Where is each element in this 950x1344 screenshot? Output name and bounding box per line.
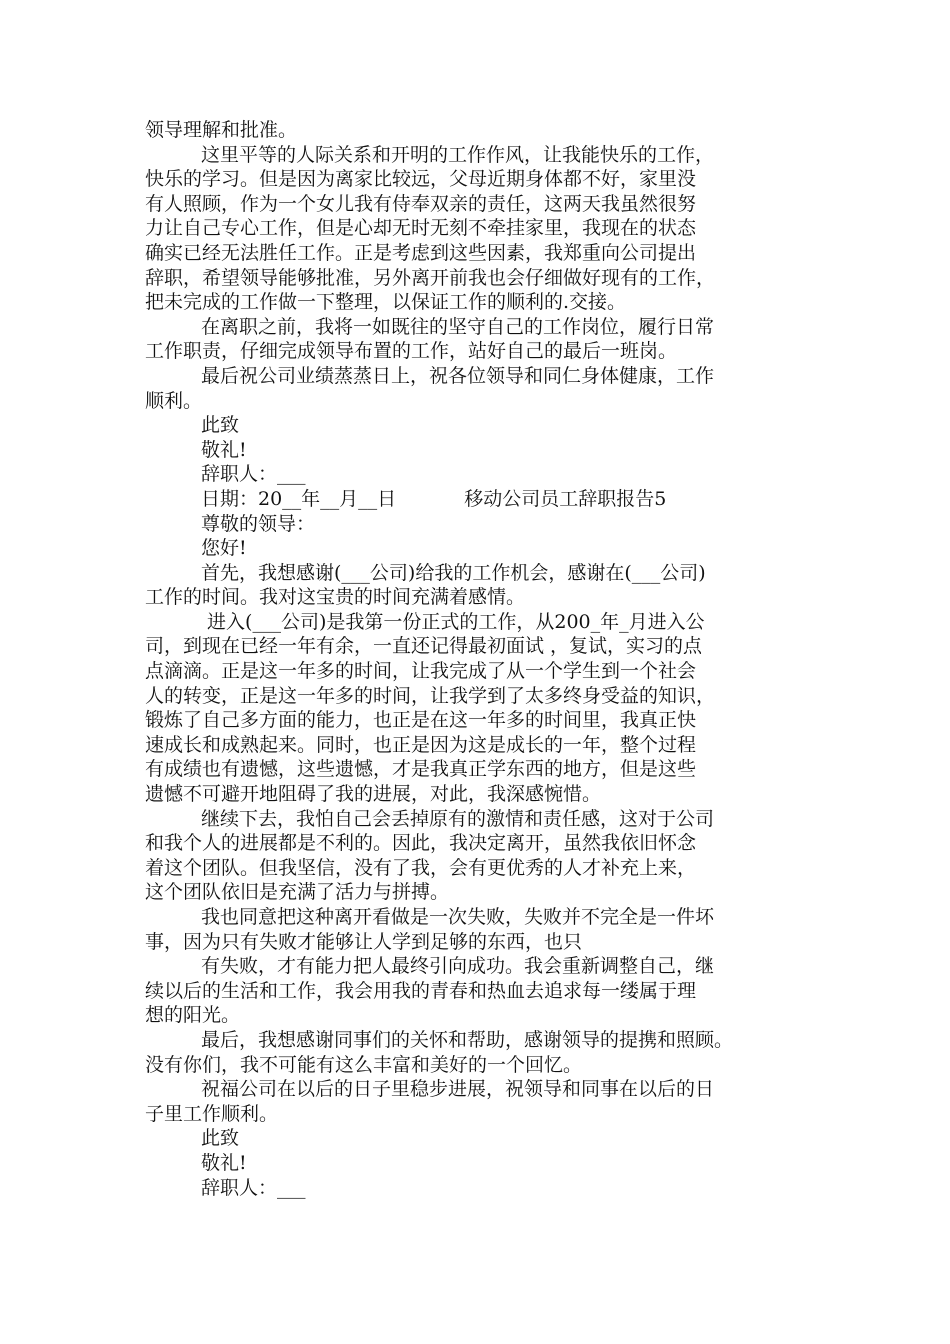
paragraph-line: 有失败，才有能力把人最终引向成功。我会重新调整自己，继 [201,955,715,978]
closing-line: 敬礼! [201,1151,247,1174]
paragraph-line: 没有你们，我不可能有这么丰富和美好的一个回忆。 [145,1053,583,1076]
paragraph-line: 确实已经无法胜任工作。正是考虑到这些因素，我郑重向公司提出 [145,241,697,264]
date-text: 日期：20__年__月__日 [201,487,397,510]
paragraph-line: 把未完成的工作做一下整理，以保证工作的顺利的.交接。 [145,291,627,314]
paragraph-line: 有成绩也有遗憾，这些遗憾，才是我真正学东西的地方，但是这些 [145,758,697,781]
closing-line: 此致 [201,414,240,437]
paragraph-line: 司，到现在已经一年有余，一直还记得最初面试 ，复试，实习的点 [145,635,703,658]
paragraph-line: 事，因为只有失败才能够让人学到足够的东西，也只 [145,930,583,953]
greeting-line: 您好! [201,537,247,560]
signature-line: 辞职人：___ [201,463,306,486]
paragraph-line: 顺利。 [145,389,203,412]
paragraph-line: 领导理解和批准。 [145,119,298,141]
paragraph-line: 这里平等的人际关系和开明的工作作风，让我能快乐的工作， [201,143,715,166]
paragraph-line: 力让自己专心工作，但是心却无时无刻不牵挂家里，我现在的状态 [145,217,697,240]
paragraph-line: 人的转变，正是这一年多的时间，让我学到了太多终身受益的知识， [145,684,716,707]
paragraph-line: 续以后的生活和工作，我会用我的青春和热血去追求每一缕属于理 [145,979,697,1002]
paragraph-line: 锻炼了自己多方面的能力，也正是在这一年多的时间里，我真正快 [145,709,697,732]
paragraph-line: 进入(___公司)是我第一份正式的工作，从200_年_月进入公 [201,610,705,633]
paragraph-line: 工作的时间。我对这宝贵的时间充满着感情。 [145,586,526,609]
paragraph-line: 最后，我想感谢同事们的关怀和帮助，感谢领导的提携和照顾。 [201,1028,734,1051]
paragraph-line: 在离职之前，我将一如既往的坚守自己的工作岗位，履行日常 [201,315,715,338]
closing-line: 此致 [201,1127,240,1150]
paragraph-line: 首先，我想感谢(___公司)给我的工作机会，感谢在(___公司) [201,561,706,584]
paragraph-line: 这个团队依旧是充满了活力与拼搏。 [145,881,450,904]
paragraph-line: 和我个人的进展都是不利的。因此，我决定离开，虽然我依旧怀念 [145,832,697,855]
paragraph-line: 最后祝公司业绩蒸蒸日上，祝各位领导和同仁身体健康，工作 [201,364,715,387]
report-heading: 移动公司员工辞职报告5 [464,487,667,510]
paragraph-line: 着这个团队。但我坚信，没有了我，会有更优秀的人才补充上来， [145,856,697,879]
paragraph-line: 遗憾不可避开地阻碍了我的进展，对此，我深感惋惜。 [145,783,602,806]
paragraph-line: 工作职责，仔细完成领导布置的工作，站好自己的最后一班岗。 [145,340,678,363]
paragraph-line: 速成长和成熟起来。同时，也正是因为这是成长的一年，整个过程 [145,733,697,756]
paragraph-line: 快乐的学习。但是因为离家比较远，父母近期身体都不好，家里没 [145,168,697,191]
document-body [145,118,825,1200]
paragraph-line: 祝福公司在以后的日子里稳步进展，祝领导和同事在以后的日 [201,1078,715,1101]
signature-line: 辞职人：___ [201,1176,306,1199]
paragraph-line: 继续下去，我怕自己会丢掉原有的激情和责任感，这对于公司 [201,807,715,830]
paragraph-line: 我也同意把这种离开看做是一次失败，失败并不完全是一件坏 [201,906,715,928]
paragraph-line: 想的阳光。 [145,1004,241,1027]
closing-line: 敬礼! [201,438,247,461]
paragraph-line: 辞职，希望领导能够批准，另外离开前我也会仔细做好现有的工作， [145,266,716,289]
paragraph-line: 有人照顾，作为一个女儿我有侍奉双亲的责任，这两天我虽然很努 [145,192,697,215]
date-line [145,487,825,512]
paragraph-line: 点滴滴。正是这一年多的时间，让我完成了从一个学生到一个社会 [145,660,697,683]
paragraph-line: 子里工作顺利。 [145,1102,279,1125]
salutation-line: 尊敬的领导： [201,512,316,535]
